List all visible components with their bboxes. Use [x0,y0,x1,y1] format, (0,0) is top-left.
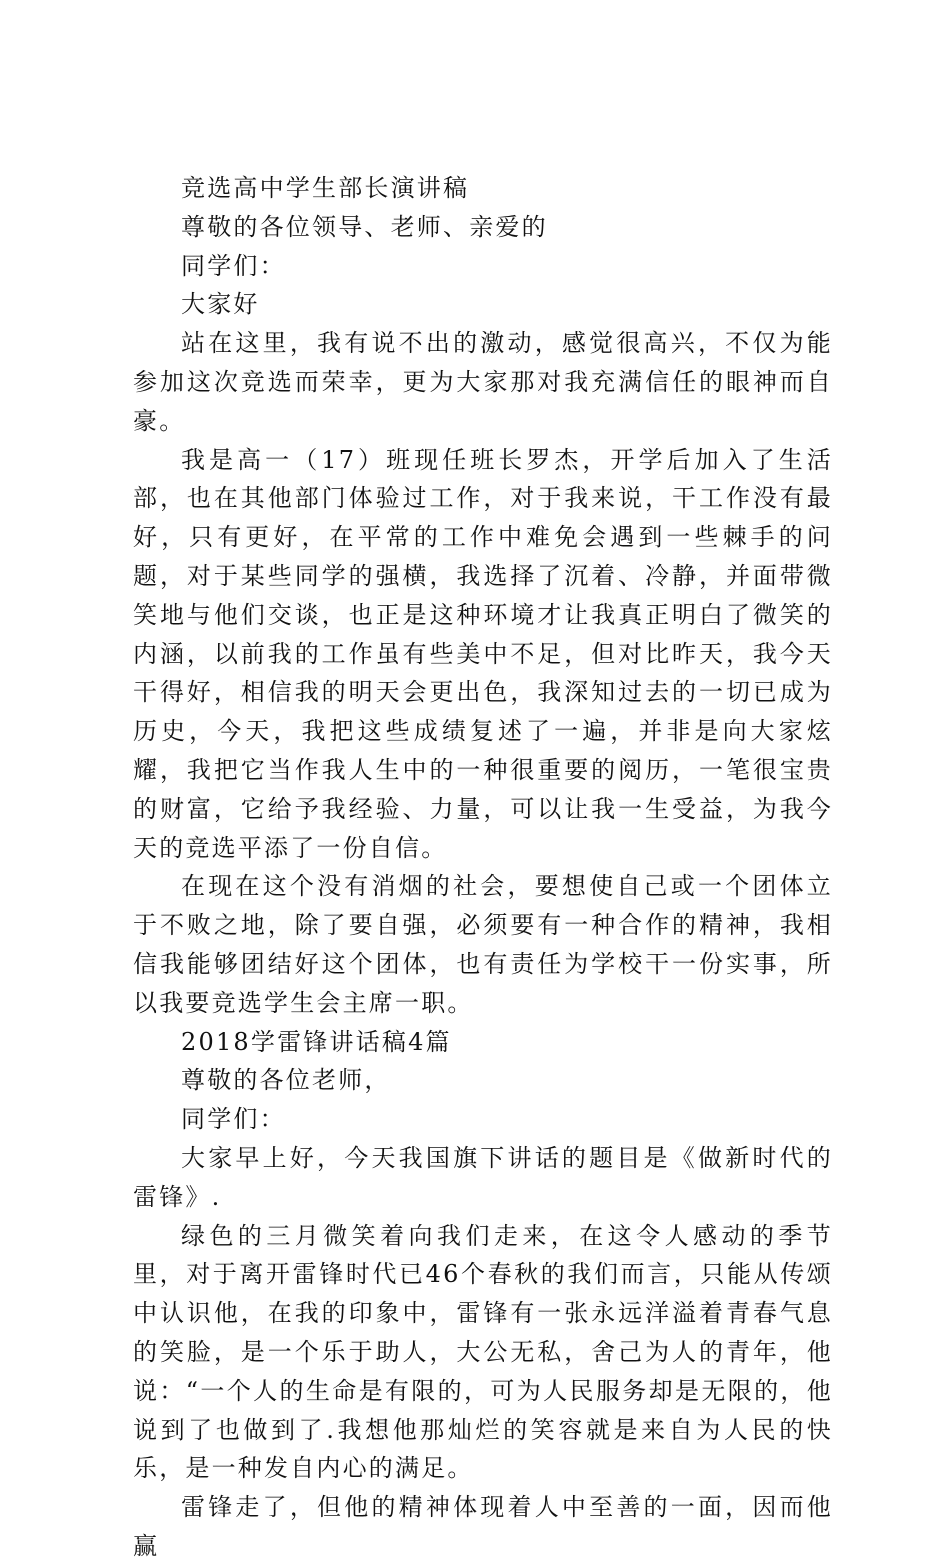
salutation-line-1: 尊敬的各位领导、老师、亲爱的 [181,212,548,241]
section-title: 2018学雷锋讲话稿4篇 [181,1027,452,1056]
body-paragraph: 大家早上好，今天我国旗下讲话的题目是《做新时代的雷锋》. [133,1143,833,1211]
salutation-line-1: 尊敬的各位老师， [181,1066,391,1095]
speech-title: 竞选高中学生部长演讲稿 [181,174,470,202]
greeting: 大家好 [181,290,260,319]
document-body [133,169,833,1566]
body-paragraph: 绿色的三月微笑着向我们走来，在这令人感动的季节里，对于离开雷锋时代已46个春秋的我们而言，只能从传颂中认识他，在我的印象中，雷锋有一张永远洋溢着青春气息的笑脸，是一个乐于助人，大公无私，舍己为人的青年，他说：“一个人的生命是有限的，可为人民服务却是无限的，他说到了也做到了.我想他那灿烂的笑容就是来自为人民的快乐，是一种发自内心的满足。 [133,1221,833,1483]
body-paragraph: 站在这里，我有说不出的激动，感觉很高兴，不仅为能参加这次竞选而荣幸，更为大家那对我充满信任的眼神而自豪。 [133,329,833,435]
salutation-line-2: 同学们： [181,1105,286,1134]
body-paragraph: 在现在这个没有消烟的社会，要想使自己或一个团体立于不败之地，除了要自强，必须要有一种合作的精神，我相信我能够团结好这个团体，也有责任为学校干一份实事，所以我要竞选学生会主席一职。 [133,872,833,1017]
salutation-line-2: 同学们： [181,251,286,280]
body-paragraph: 我是高一（17）班现任班长罗杰，开学后加入了生活部，也在其他部门体验过工作，对于我来说，干工作没有最好，只有更好，在平常的工作中难免会遇到一些棘手的问题，对于某些同学的强横，我选择了沉着、冷静，并面带微笑地与他们交谈，也正是这种环境才让我真正明白了微笑的内涵，以前我的工作虽有些美中不足，但对比昨天，我今天干得好，相信我的明天会更出色，我深知过去的一切已成为历史，今天，我把这些成绩复述了一遍，并非是向大家炫耀，我把它当作我人生中的一种很重要的阅历，一笔很宝贵的财富，它给予我经验、力量，可以让我一生受益，为我今天的竞选平添了一份自信。 [133,445,833,862]
body-paragraph: 雷锋走了，但他的精神体现着人中至善的一面，因而他赢 [133,1493,833,1560]
